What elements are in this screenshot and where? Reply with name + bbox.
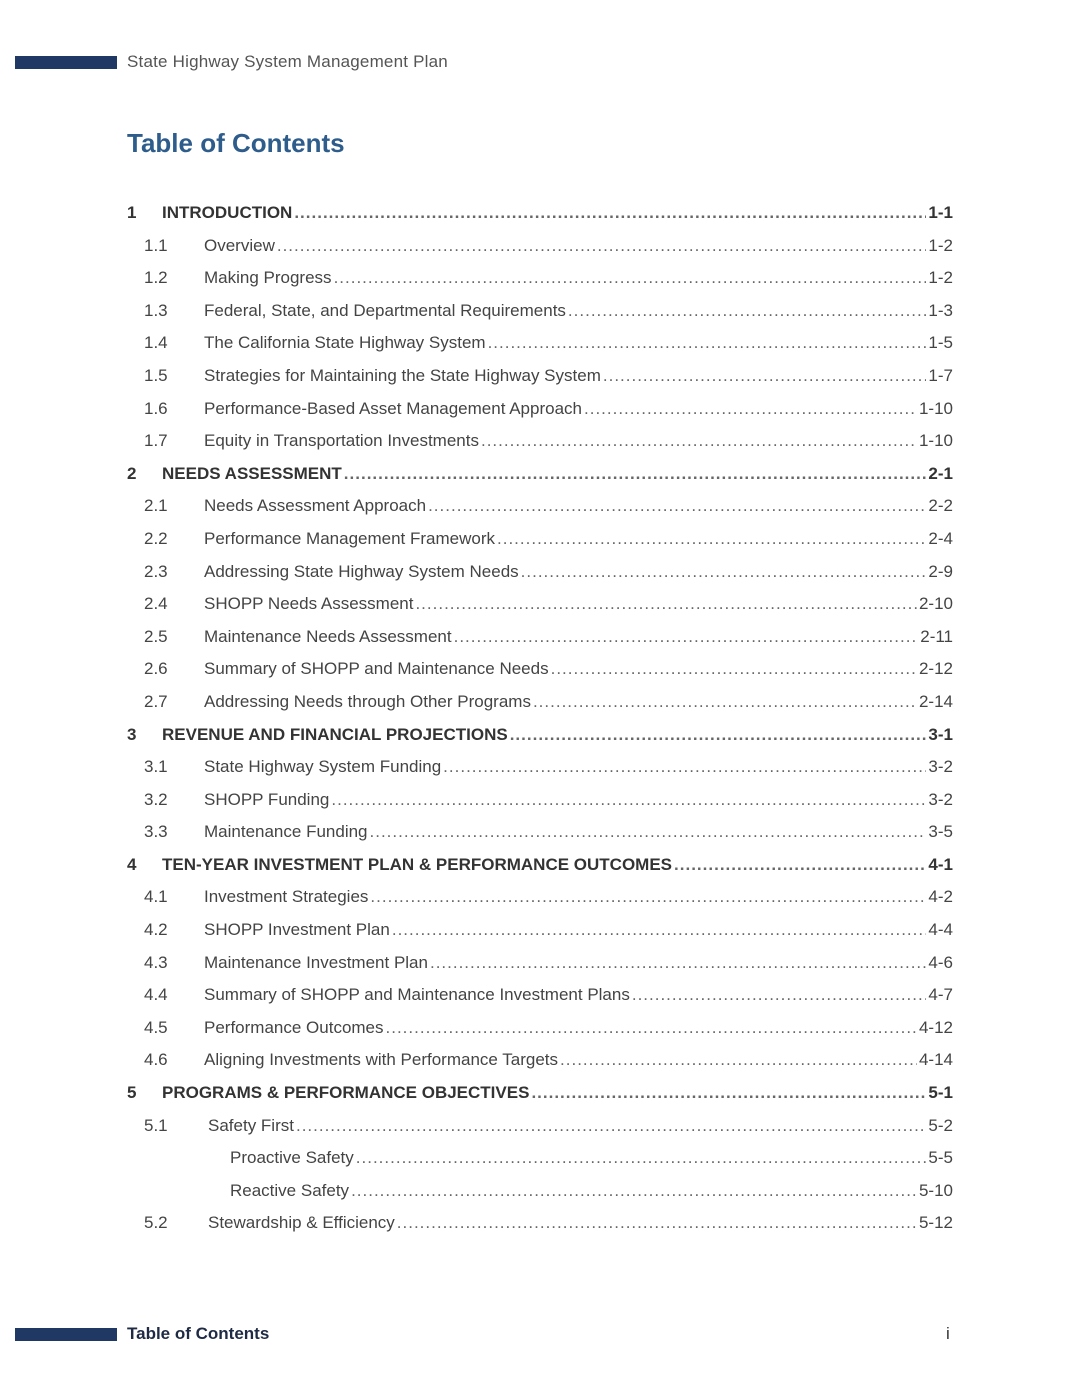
- toc-entry-page: 1-1: [928, 203, 953, 222]
- toc-entry-page: 3-2: [928, 789, 953, 809]
- toc-entry-label: Maintenance Needs Assessment: [204, 626, 452, 646]
- toc-entry-label: Performance Outcomes: [204, 1017, 384, 1037]
- toc-entry[interactable]: [127, 1083, 953, 1116]
- toc-entry-number: 1: [127, 203, 137, 222]
- toc-dot-leader: [397, 1213, 917, 1233]
- toc-entry-number: 2.5: [144, 626, 168, 646]
- toc-entry-page: 3-5: [928, 822, 953, 842]
- toc-entry[interactable]: [127, 464, 953, 497]
- toc-entry-page: 1-2: [928, 268, 953, 288]
- toc-dot-leader: [370, 822, 927, 842]
- toc-entry-number: 5.1: [144, 1115, 168, 1135]
- toc-entry-label: The California State Highway System: [204, 333, 486, 353]
- toc-entry-label: Strategies for Maintaining the State Highway System: [204, 365, 601, 385]
- toc-entry-page: 5-5: [928, 1148, 953, 1168]
- toc-entry-number: 2.4: [144, 594, 168, 614]
- toc-entry-page: 2-9: [928, 561, 953, 581]
- toc-entry-number: 4.3: [144, 952, 168, 972]
- toc-entry-number: 2.6: [144, 659, 168, 679]
- toc-entry-number: 2.1: [144, 496, 168, 516]
- toc-entry-number: 2.7: [144, 691, 168, 711]
- toc-dot-leader: [356, 1148, 927, 1168]
- toc-entry-number: 1.1: [144, 235, 168, 255]
- toc-entry[interactable]: [127, 1116, 953, 1149]
- toc-entry[interactable]: [127, 659, 953, 692]
- toc-entry[interactable]: [127, 399, 953, 432]
- toc-entry-page: 2-10: [918, 594, 953, 614]
- toc-entry-label: Stewardship & Efficiency: [208, 1213, 395, 1233]
- document-header-title: State Highway System Management Plan: [127, 52, 448, 71]
- toc-entry-number: 2.2: [144, 528, 168, 548]
- toc-list: [127, 203, 953, 1246]
- toc-entry-number: 4.1: [144, 887, 168, 907]
- toc-entry[interactable]: [127, 1213, 953, 1246]
- toc-entry-label: Reactive Safety: [230, 1180, 350, 1200]
- toc-entry-page: 5-12: [918, 1213, 953, 1233]
- toc-entry-label: SHOPP Investment Plan: [204, 920, 390, 940]
- toc-dot-leader: [454, 627, 919, 647]
- toc-entry-label: Addressing Needs through Other Programs: [204, 691, 531, 711]
- toc-entry-label: SHOPP Needs Assessment: [204, 594, 414, 614]
- toc-entry-number: 3.3: [144, 822, 168, 842]
- toc-dot-leader: [584, 399, 917, 419]
- toc-entry[interactable]: [127, 725, 953, 758]
- toc-entry[interactable]: [127, 855, 953, 888]
- toc-entry-number: 5.2: [144, 1213, 168, 1233]
- toc-dot-leader: [603, 366, 927, 386]
- toc-entry-page: 1-10: [918, 398, 953, 418]
- toc-entry[interactable]: [127, 366, 953, 399]
- toc-entry-number: 4.2: [144, 920, 168, 940]
- toc-dot-leader: [392, 920, 927, 940]
- toc-entry-label: SHOPP Funding: [204, 789, 330, 809]
- toc-entry-label: TEN-YEAR INVESTMENT PLAN & PERFORMANCE OUTCOMES: [162, 854, 673, 874]
- toc-dot-leader: [488, 333, 927, 353]
- toc-entry-page: 3-1: [928, 724, 953, 744]
- toc-entry[interactable]: [127, 953, 953, 986]
- toc-entry-label: REVENUE AND FINANCIAL PROJECTIONS: [162, 724, 508, 744]
- toc-entry[interactable]: [127, 1148, 953, 1181]
- toc-entry-label: Federal, State, and Departmental Requirements: [204, 300, 566, 320]
- toc-dot-leader: [277, 236, 927, 256]
- toc-entry-number: 2.3: [144, 561, 168, 581]
- toc-entry-page: 5-2: [928, 1115, 953, 1135]
- toc-entry-number: 5: [127, 1083, 137, 1103]
- toc-entry-page: 2-1: [928, 463, 953, 483]
- toc-entry[interactable]: [127, 822, 953, 855]
- toc-dot-leader: [510, 725, 927, 745]
- toc-dot-leader: [551, 659, 917, 679]
- toc-entry-label: Equity in Transportation Investments: [204, 431, 479, 451]
- toc-entry-number: 4.5: [144, 1017, 168, 1037]
- toc-entry-number: 1.3: [144, 300, 168, 320]
- toc-entry-label: Safety First: [208, 1115, 294, 1135]
- header-accent-bar: [15, 56, 117, 69]
- toc-entry-number: 3.2: [144, 789, 168, 809]
- toc-entry-label: Addressing State Highway System Needs: [204, 561, 519, 581]
- footer-section-label: Table of Contents: [127, 1324, 270, 1343]
- toc-entry-page: 4-12: [918, 1017, 953, 1037]
- toc-entry-page: 1-7: [928, 365, 953, 385]
- toc-entry-number: 1.6: [144, 398, 168, 418]
- footer-accent-bar: [15, 1328, 117, 1341]
- toc-dot-leader: [386, 1018, 917, 1038]
- toc-dot-leader: [531, 1083, 926, 1103]
- toc-entry-label: Overview: [204, 235, 275, 255]
- toc-dot-leader: [632, 985, 927, 1005]
- toc-entry[interactable]: [127, 431, 953, 464]
- toc-entry-page: 2-4: [928, 528, 953, 548]
- toc-entry-page: 1-10: [918, 431, 953, 451]
- toc-entry-page: 4-14: [918, 1050, 953, 1070]
- toc-dot-leader: [443, 757, 926, 777]
- toc-dot-leader: [521, 562, 927, 582]
- toc-entry-number: 1.5: [144, 365, 168, 385]
- toc-entry[interactable]: [127, 594, 953, 627]
- toc-entry-label: Maintenance Investment Plan: [204, 952, 428, 972]
- toc-entry-page: 4-2: [928, 887, 953, 907]
- toc-entry-number: 4.6: [144, 1050, 168, 1070]
- toc-entry-label: Summary of SHOPP and Maintenance Needs: [204, 659, 549, 679]
- toc-entry[interactable]: [127, 985, 953, 1018]
- toc-entry[interactable]: [127, 887, 953, 920]
- toc-entry-page: 4-6: [928, 952, 953, 972]
- toc-entry-number: 4.4: [144, 985, 168, 1005]
- toc-entry-label: Performance Management Framework: [204, 528, 496, 548]
- toc-entry-page: 2-11: [920, 626, 953, 646]
- toc-entry-number: 3.1: [144, 757, 168, 777]
- toc-dot-leader: [674, 855, 926, 875]
- toc-entry[interactable]: [127, 920, 953, 953]
- toc-entry-page: 4-7: [928, 985, 953, 1005]
- toc-entry[interactable]: [127, 692, 953, 725]
- toc-dot-leader: [351, 1181, 917, 1201]
- toc-entry-page: 1-2: [928, 235, 953, 255]
- toc-entry-page: 2-14: [918, 691, 953, 711]
- toc-entry-page: 1-3: [928, 300, 953, 320]
- toc-entry-page: 5-1: [928, 1083, 953, 1103]
- toc-entry-label: Aligning Investments with Performance Targets: [204, 1050, 559, 1070]
- toc-entry[interactable]: [127, 203, 953, 236]
- toc-entry[interactable]: [127, 790, 953, 823]
- toc-entry[interactable]: [127, 757, 953, 790]
- toc-entry[interactable]: [127, 1181, 953, 1214]
- toc-dot-leader: [415, 594, 917, 614]
- toc-entry-label: Making Progress: [204, 268, 332, 288]
- toc-dot-leader: [428, 496, 926, 516]
- footer-page-number: i: [946, 1324, 950, 1343]
- toc-entry[interactable]: [127, 627, 953, 660]
- toc-entry[interactable]: [127, 1018, 953, 1051]
- toc-dot-leader: [344, 464, 927, 484]
- toc-dot-leader: [497, 529, 926, 549]
- toc-entry-page: 5-10: [918, 1180, 953, 1200]
- toc-entry-page: 2-12: [918, 659, 953, 679]
- toc-entry-label: Investment Strategies: [204, 887, 369, 907]
- toc-entry-label: Summary of SHOPP and Maintenance Investment Plans: [204, 985, 630, 1005]
- toc-entry[interactable]: [127, 236, 953, 269]
- toc-dot-leader: [481, 431, 917, 451]
- toc-dot-leader: [331, 790, 926, 810]
- toc-entry-label: INTRODUCTION: [162, 203, 293, 222]
- toc-entry[interactable]: [127, 562, 953, 595]
- toc-dot-leader: [296, 1116, 926, 1136]
- toc-entry[interactable]: [127, 496, 953, 529]
- toc-dot-leader: [568, 301, 927, 321]
- toc-dot-leader: [430, 953, 926, 973]
- toc-entry[interactable]: [127, 268, 953, 301]
- toc-entry-label: State Highway System Funding: [204, 757, 442, 777]
- page-title: Table of Contents: [127, 128, 345, 158]
- toc-entry-page: 3-2: [928, 757, 953, 777]
- toc-entry-label: PROGRAMS & PERFORMANCE OBJECTIVES: [162, 1083, 530, 1103]
- toc-dot-leader: [370, 887, 926, 907]
- toc-entry-number: 1.2: [144, 268, 168, 288]
- toc-dot-leader: [334, 268, 927, 288]
- toc-entry-number: 4: [127, 854, 137, 874]
- toc-entry-page: 4-4: [928, 920, 953, 940]
- toc-entry[interactable]: [127, 333, 953, 366]
- toc-entry-page: 2-2: [928, 496, 953, 516]
- toc-dot-leader: [533, 692, 917, 712]
- toc-entry-label: Needs Assessment Approach: [204, 496, 427, 516]
- toc-entry-number: 3: [127, 724, 137, 744]
- toc-entry[interactable]: [127, 529, 953, 562]
- toc-entry-label: Maintenance Funding: [204, 822, 368, 842]
- toc-dot-leader: [294, 203, 926, 223]
- toc-entry-number: 2: [127, 463, 137, 483]
- toc-entry-label: Proactive Safety: [230, 1148, 354, 1168]
- toc-entry-label: NEEDS ASSESSMENT: [162, 463, 342, 483]
- toc-entry-number: 1.7: [144, 431, 168, 451]
- toc-entry-number: 1.4: [144, 333, 168, 353]
- toc-dot-leader: [560, 1050, 917, 1070]
- toc-entry-page: 4-1: [928, 854, 953, 874]
- toc-entry-page: 1-5: [928, 333, 953, 353]
- toc-entry-label: Performance-Based Asset Management Approach: [204, 398, 582, 418]
- toc-entry[interactable]: [127, 1050, 953, 1083]
- toc-entry[interactable]: [127, 301, 953, 334]
